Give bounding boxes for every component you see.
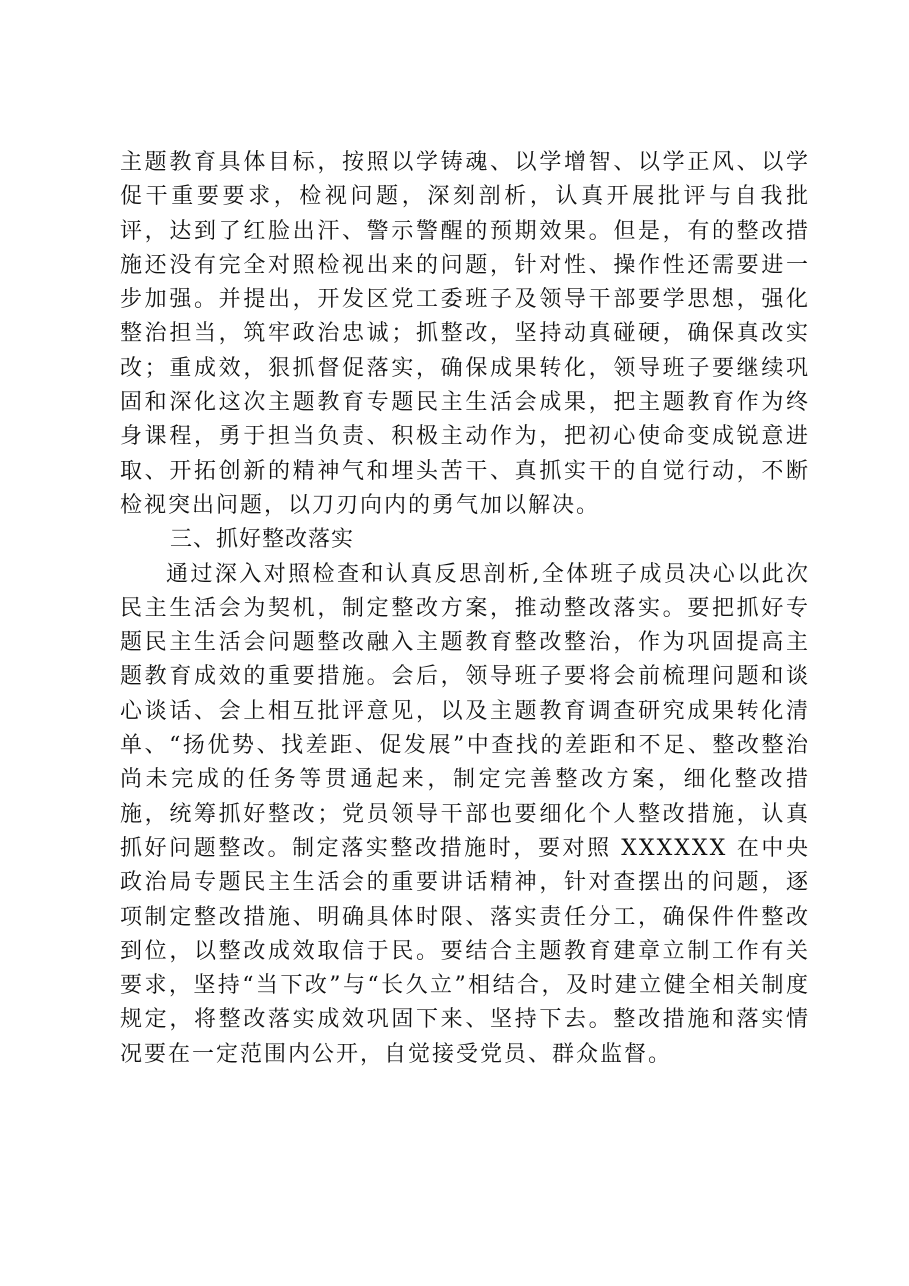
document-body [120, 146, 810, 1072]
body-paragraph: 通过深入对照检查和认真反思剖析,全体班子成员决心以此次民主生活会为契机，制定整改方案，推动整改落实。要把抓好专题民主生活会问题整改融入主题教育整改整治，作为巩固提高主题教育成效的重要措施。会后，领导班子要将会前梳理问题和谈心谈话、会上相互批评意见，以及主题教育调查研究成果转化清单、“扬优势、找差距、促发展”中查找的差距和不足、整改整治尚未完成的任务等贯通起来，制定完善整改方案，细化整改措施，统筹抓好整改；党员领导干部也要细化个人整改措施，认真抓好问题整改。制定落实整改措施时，要对照 XXXXXX 在中央政治局专题民主生活会的重要讲话精神，针对查摆出的问题，逐项制定整改措施、明确具体时限、落实责任分工，确保件件整改到位，以整改成效取信于民。要结合主题教育建章立制工作有关要求，坚持“当下改”与“长久立”相结合，及时建立健全相关制度规定，将整改落实成效巩固下来、坚持下去。整改措施和落实情况要在一定范围内公开，自觉接受党员、群众监督。 [120, 561, 810, 1067]
section-heading: 三、抓好整改落实 [170, 527, 355, 553]
body-paragraph: 主题教育具体目标，按照以学铸魂、以学增智、以学正风、以学促干重要要求，检视问题，深刻剖析，认真开展批评与自我批评，达到了红脸出汗、警示警醒的预期效果。但是，有的整改措施还没有完全对照检视出来的问题，针对性、操作性还需要进一步加强。并提出，开发区党工委班子及领导干部要学思想，强化整治担当，筑牢政治忠诚；抓整改，坚持动真碰硬，确保真改实改；重成效，狠抓督促落实，确保成果转化，领导班子要继续巩固和深化这次主题教育专题民主生活会成果，把主题教育作为终身课程，勇于担当负责、积极主动作为，把初心使命变成锐意进取、开拓创新的精神气和埋头苦干、真抓实干的自觉行动，不断检视突出问题，以刀刃向内的勇气加以解决。 [120, 150, 810, 518]
